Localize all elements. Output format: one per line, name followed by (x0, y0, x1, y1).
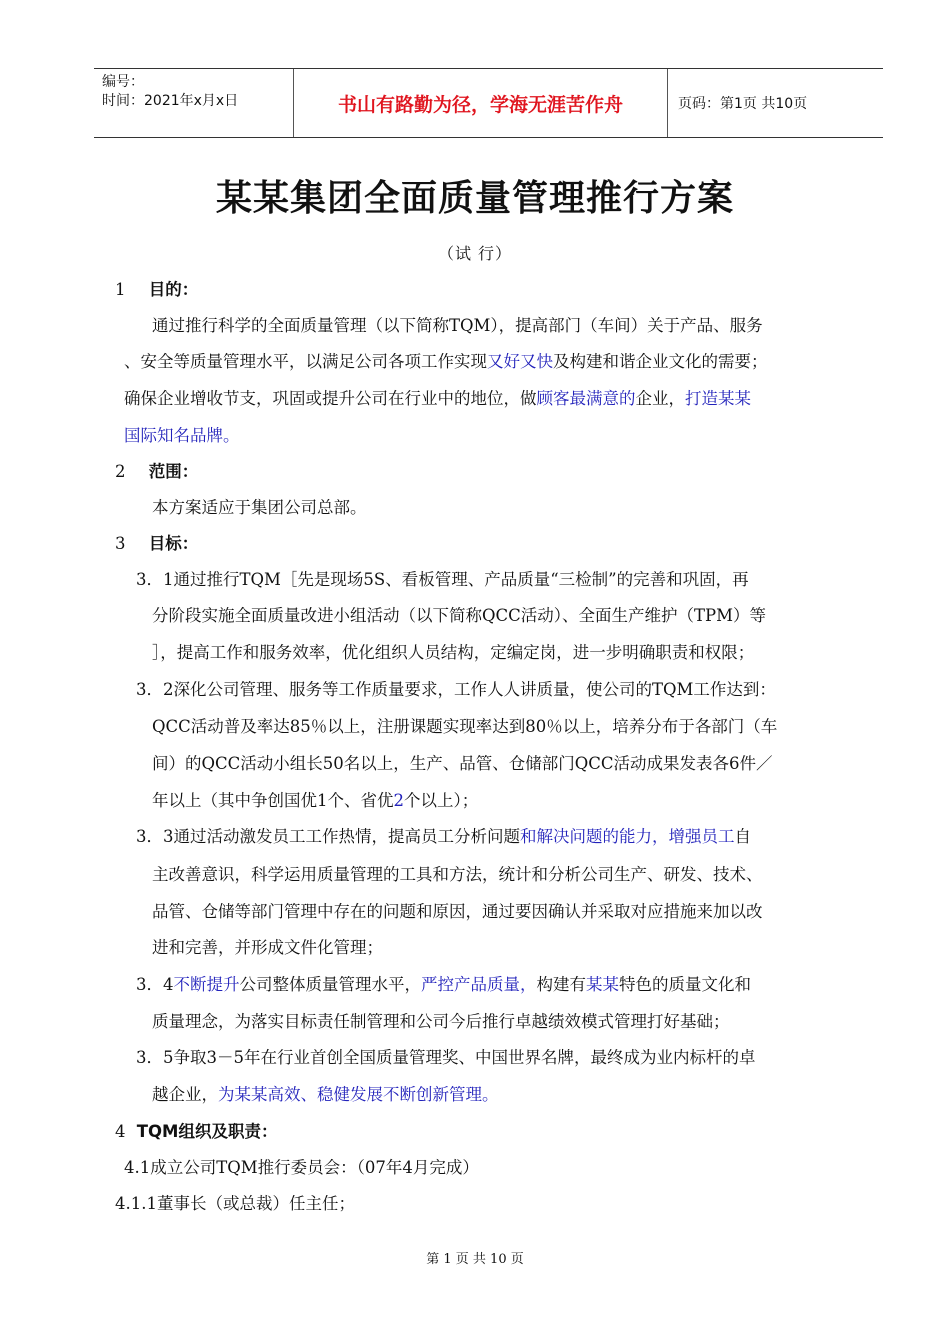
highlighted-text: 2 (393, 791, 404, 810)
paragraph-line: 国际知名品牌。 (124, 426, 240, 445)
text-run: 、安全等质量管理水平，以满足公司各项工作实现 (124, 352, 487, 371)
paragraph-line (136, 826, 751, 848)
paragraph-line: 主改善意识，科学运用质量管理的工具和方法，统计和分析公司生产、研发、技术、 (152, 865, 763, 884)
section-heading (115, 279, 198, 301)
paragraph-line (124, 388, 751, 410)
header-motto: 书山有路勤为径，学海无涯苦作舟 (337, 93, 623, 116)
highlighted-text: 不断提升 (173, 975, 240, 994)
section-number: 3 (115, 534, 126, 553)
paragraph-line: 间）的QCC活动小组长50名以上，生产、品管、仓储部门QCC活动成果发表各6件／ (152, 754, 773, 773)
section-heading (115, 461, 198, 483)
text-run: 越企业， (152, 1085, 218, 1104)
paragraph-line: 4.1.1董事长（或总裁）任主任； (115, 1194, 355, 1213)
paragraph-line: 本方案适应于集团公司总部。 (152, 498, 367, 517)
text-run: 构建有 (536, 975, 586, 994)
section-title: TQM组织及职责： (136, 1122, 278, 1141)
section-number: 1 (115, 280, 126, 299)
serial-label: 编号： (102, 74, 144, 90)
section-title: 范围： (148, 462, 199, 481)
section-heading (115, 1121, 277, 1143)
header-table (94, 68, 883, 138)
highlighted-text: 和解决问题的能力，增强员工 (520, 827, 735, 846)
paragraph-line: QCC活动普及率达85％以上，注册课题实现率达到80％以上，培养分布于各部门（车 (152, 717, 778, 736)
text-run: 特色的质量文化和 (619, 975, 751, 994)
section-number: 4 (115, 1122, 126, 1141)
text-run: 公司整体质量管理水平， (239, 975, 421, 994)
highlighted-text: 打造某某 (685, 389, 751, 408)
paragraph-line: 3．1通过推行TQM［先是现场5S、看板管理、产品质量“三检制”的完善和巩固，再 (136, 570, 749, 589)
highlighted-text: 某某 (586, 975, 619, 994)
highlighted-text: 又好又快 (487, 352, 553, 371)
paragraph-line: 3．5争取3－5年在行业首创全国质量管理奖、中国世界名牌，最终成为业内标杆的卓 (136, 1048, 756, 1067)
paragraph-line (152, 790, 478, 812)
highlighted-text: 为某某高效、稳健发展不断创新管理。 (218, 1085, 499, 1104)
paragraph-line: 通过推行科学的全面质量管理（以下简称TQM），提高部门（车间）关于产品、服务 (152, 316, 763, 335)
header-page-info: 页码：第1页 共10页 (678, 96, 808, 112)
highlighted-text: 严控产品质量， (421, 975, 537, 994)
paragraph-line: ］，提高工作和服务效率，优化组织人员结构，定编定岗，进一步明确职责和权限； (152, 643, 755, 662)
section-title: 目标： (148, 534, 199, 553)
section-number: 2 (115, 462, 126, 481)
section-heading (115, 533, 198, 555)
paragraph-line (152, 1084, 499, 1106)
text-run: 企业， (635, 389, 685, 408)
text-run: 及构建和谐企业文化的需要； (553, 352, 768, 371)
text-run: 3．4 (136, 975, 174, 994)
header-meta (102, 73, 292, 111)
time-label: 时间：2021年x月x日 (102, 93, 239, 109)
paragraph-line: 进和完善，并形成文件化管理； (152, 938, 383, 957)
page-footer: 第 1 页 共 10 页 (426, 1252, 524, 1267)
paragraph-line: 分阶段实施全面质量改进小组活动（以下简称QCC活动）、全面生产维护（TPM）等 (152, 606, 767, 625)
document-subtitle: （试 行） (437, 244, 513, 263)
text-run: 个以上）； (404, 791, 479, 810)
text-run: 自 (734, 827, 751, 846)
section-title: 目的： (148, 280, 199, 299)
paragraph-line: 3．2深化公司管理、服务等工作质量要求，工作人人讲质量，使公司的TQM工作达到： (136, 680, 776, 699)
paragraph-line (136, 974, 751, 996)
text-run: 年以上（其中争创国优1个、省优 (152, 791, 394, 810)
paragraph-line: 4.1成立公司TQM推行委员会：（07年4月完成） (124, 1158, 479, 1177)
document-title: 某某集团全面质量管理推行方案 (215, 178, 734, 219)
paragraph-line (124, 351, 768, 373)
text-run: 确保企业增收节支，巩固或提升公司在行业中的地位，做 (124, 389, 537, 408)
text-run: 3．3通过活动激发员工工作热情，提高员工分析问题 (136, 827, 520, 846)
highlighted-text: 顾客最满意的 (536, 389, 636, 408)
header-divider (667, 69, 668, 137)
paragraph-line: 质量理念，为落实目标责任制管理和公司今后推行卓越绩效模式管理打好基础； (152, 1012, 730, 1031)
paragraph-line: 品管、仓储等部门管理中存在的问题和原因，通过要因确认并采取对应措施来加以改 (152, 902, 763, 921)
